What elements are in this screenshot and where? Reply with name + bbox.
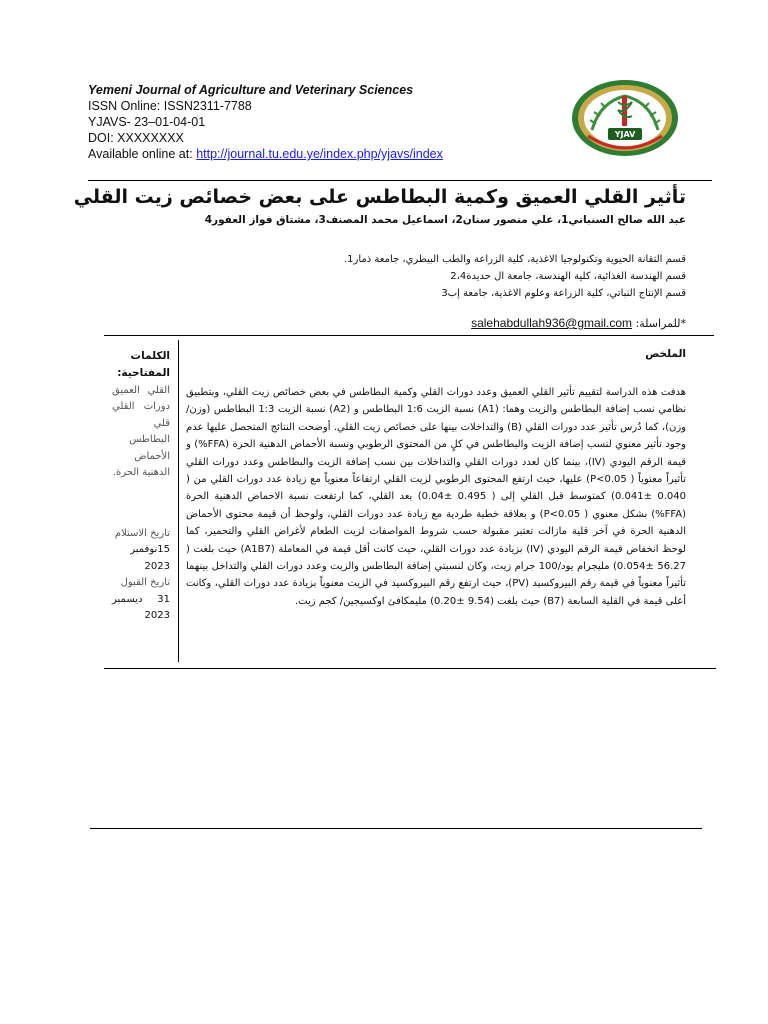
journal-header <box>88 82 443 162</box>
header-rule <box>88 180 712 181</box>
correspondence-email[interactable]: salehabdullah936@gmail.com <box>471 316 633 330</box>
received-label: تاريخ الاستلام <box>114 528 170 539</box>
affiliation-item: قسم الإنتاج النباتي، كلية الزراعة وعلوم الاغذية، جامعة إب3 <box>441 288 686 299</box>
abstract-heading: الملخص <box>645 348 686 360</box>
article-title: تأثير القلي العميق وكمية البطاطس على بعض خصائص زيت القلي <box>73 186 686 208</box>
column-divider <box>178 340 179 662</box>
affiliation-item: قسم التقانة الحيوية وتكنولوجيا الاغذية، كلية الزراعة والطب البيطري، جامعة ذمار1. <box>343 254 686 265</box>
abstract-bottom-rule <box>104 668 716 669</box>
journal-title: Yemeni Journal of Agriculture and Veterinary Sciences <box>88 83 414 97</box>
abstract-text: هدفت هذه الدراسة لتقييم تأثير القلي العميق وعدد دورات القلي وكمية البطاطس في بعض خصائص زيت القلي، وبتطبيق نظامي نسب إضافة البطاطس والزيت وهما: (A1) نسبة الزيت 1:6 البطاطس و (A2) نسبة الزيت 1:3 البطاطس (وزن/ وزن)، كما دُرس تأثير عدد دورات القلي (B) والتداخلات بينها على خصائص زيت القلي. أوضحت النتائج المتحصل عليها عدم وجود تأثير معنوي لنسب إضافة الزيت والبطاطس في كلٍ من المحتوى الرطوبي ونسبة الأحماض الدهنية الحرة (FFA%) و قيمة الرقم اليودي (IV)، بينما كان لعدد دورات القلي والتداخلات بين نسب إضافة الزيت والبطاطس وعدد دورات القلي تأثيراً معنوياً ( P<0.05) عليها، حيث ارتفع المحتوى الرطوبي لزيت القلي ارتفاعاً معنوياً مع زيادة عدد دورات القلي من ( 0.040 ±0.041) كمتوسط قبل القلي إلى ( 0.495 ±0.04) بعد القلي، كما ارتفعت نسبة الاحماض الدهنية الحرة (FFA%) بشكل معنوي ( P<0.05) و بعلاقة خطية طردية مع زيادة عدد دورات القلي، ولوحظ أن قيمة محتوى الأحماض الدهنية الحرة في آخر قلية مازالت تعتبر مقبولة حسب شروط المواصفات لزيت الطعام لأغراض القلي والتحمير، كما لوحظ انخفاض قيمة الرقم اليودي (IV) بزيادة عدد دورات القلي، حيث كانت أقل قيمة في المعاملة (A1B7) حيث بلغت ( 56.27 ±0.054) مليجرام يود/100 جرام زيت، وكان لنسبتي إضافة البطاطس والزيت وعدد دورات القلي والتداخل بينهما تأثيراً معنوياً في قيمة رقم البيروكسيد (PV)، حيث ارتفع رقم البيروكسيد في الزيت معنوياً بزيادة عدد دورات القلي، وكانت أعلى قيمة في القلية السابعة (B7) حيث بلغت (9.54 ±0.20) مليمكافئ اوكسيجين/ كجم زيت. <box>186 387 687 607</box>
logo-text: YJAV <box>614 130 636 139</box>
journal-code: YJAVS- 23–01-04-01 <box>88 115 206 129</box>
article-authors: عبد الله صالح السنباني1، علي منصور سنان2، اسماعيل محمد المصنف3، مشتاق فواز العفور4 <box>204 214 686 226</box>
journal-url-link[interactable]: http://journal.tu.edu.ye/index.php/yjavs/index <box>196 147 443 161</box>
available-label: Available online at: <box>88 147 193 161</box>
article-dates <box>112 526 170 624</box>
affiliations <box>344 251 686 302</box>
keywords-text: القلي العميق دورات القلي قلي البطاطس الأحماض الدهنية الحرة. <box>112 385 170 479</box>
journal-logo <box>570 78 680 158</box>
accepted-label: تاريخ القبول <box>120 577 170 589</box>
journal-issn: ISSN Online: ISSN2311-7788 <box>88 99 252 113</box>
affiliation-item: قسم الهندسة الغذائية، كلية الهندسة، جامعة ال حديدة2،4 <box>450 271 686 282</box>
accepted-date: 31 ديسمبر 2023 <box>112 593 170 622</box>
journal-availability <box>88 146 443 162</box>
received-date: 15نوفمبر 2023 <box>130 544 170 572</box>
abstract-top-rule <box>104 335 714 336</box>
correspondence-label: *للمراسلة: <box>635 317 686 330</box>
journal-doi: DOI: XXXXXXXX <box>88 131 184 145</box>
correspondence <box>471 316 686 330</box>
footer-rule <box>90 828 702 829</box>
keywords-heading: الكلمات المفتاحية: <box>117 350 170 379</box>
